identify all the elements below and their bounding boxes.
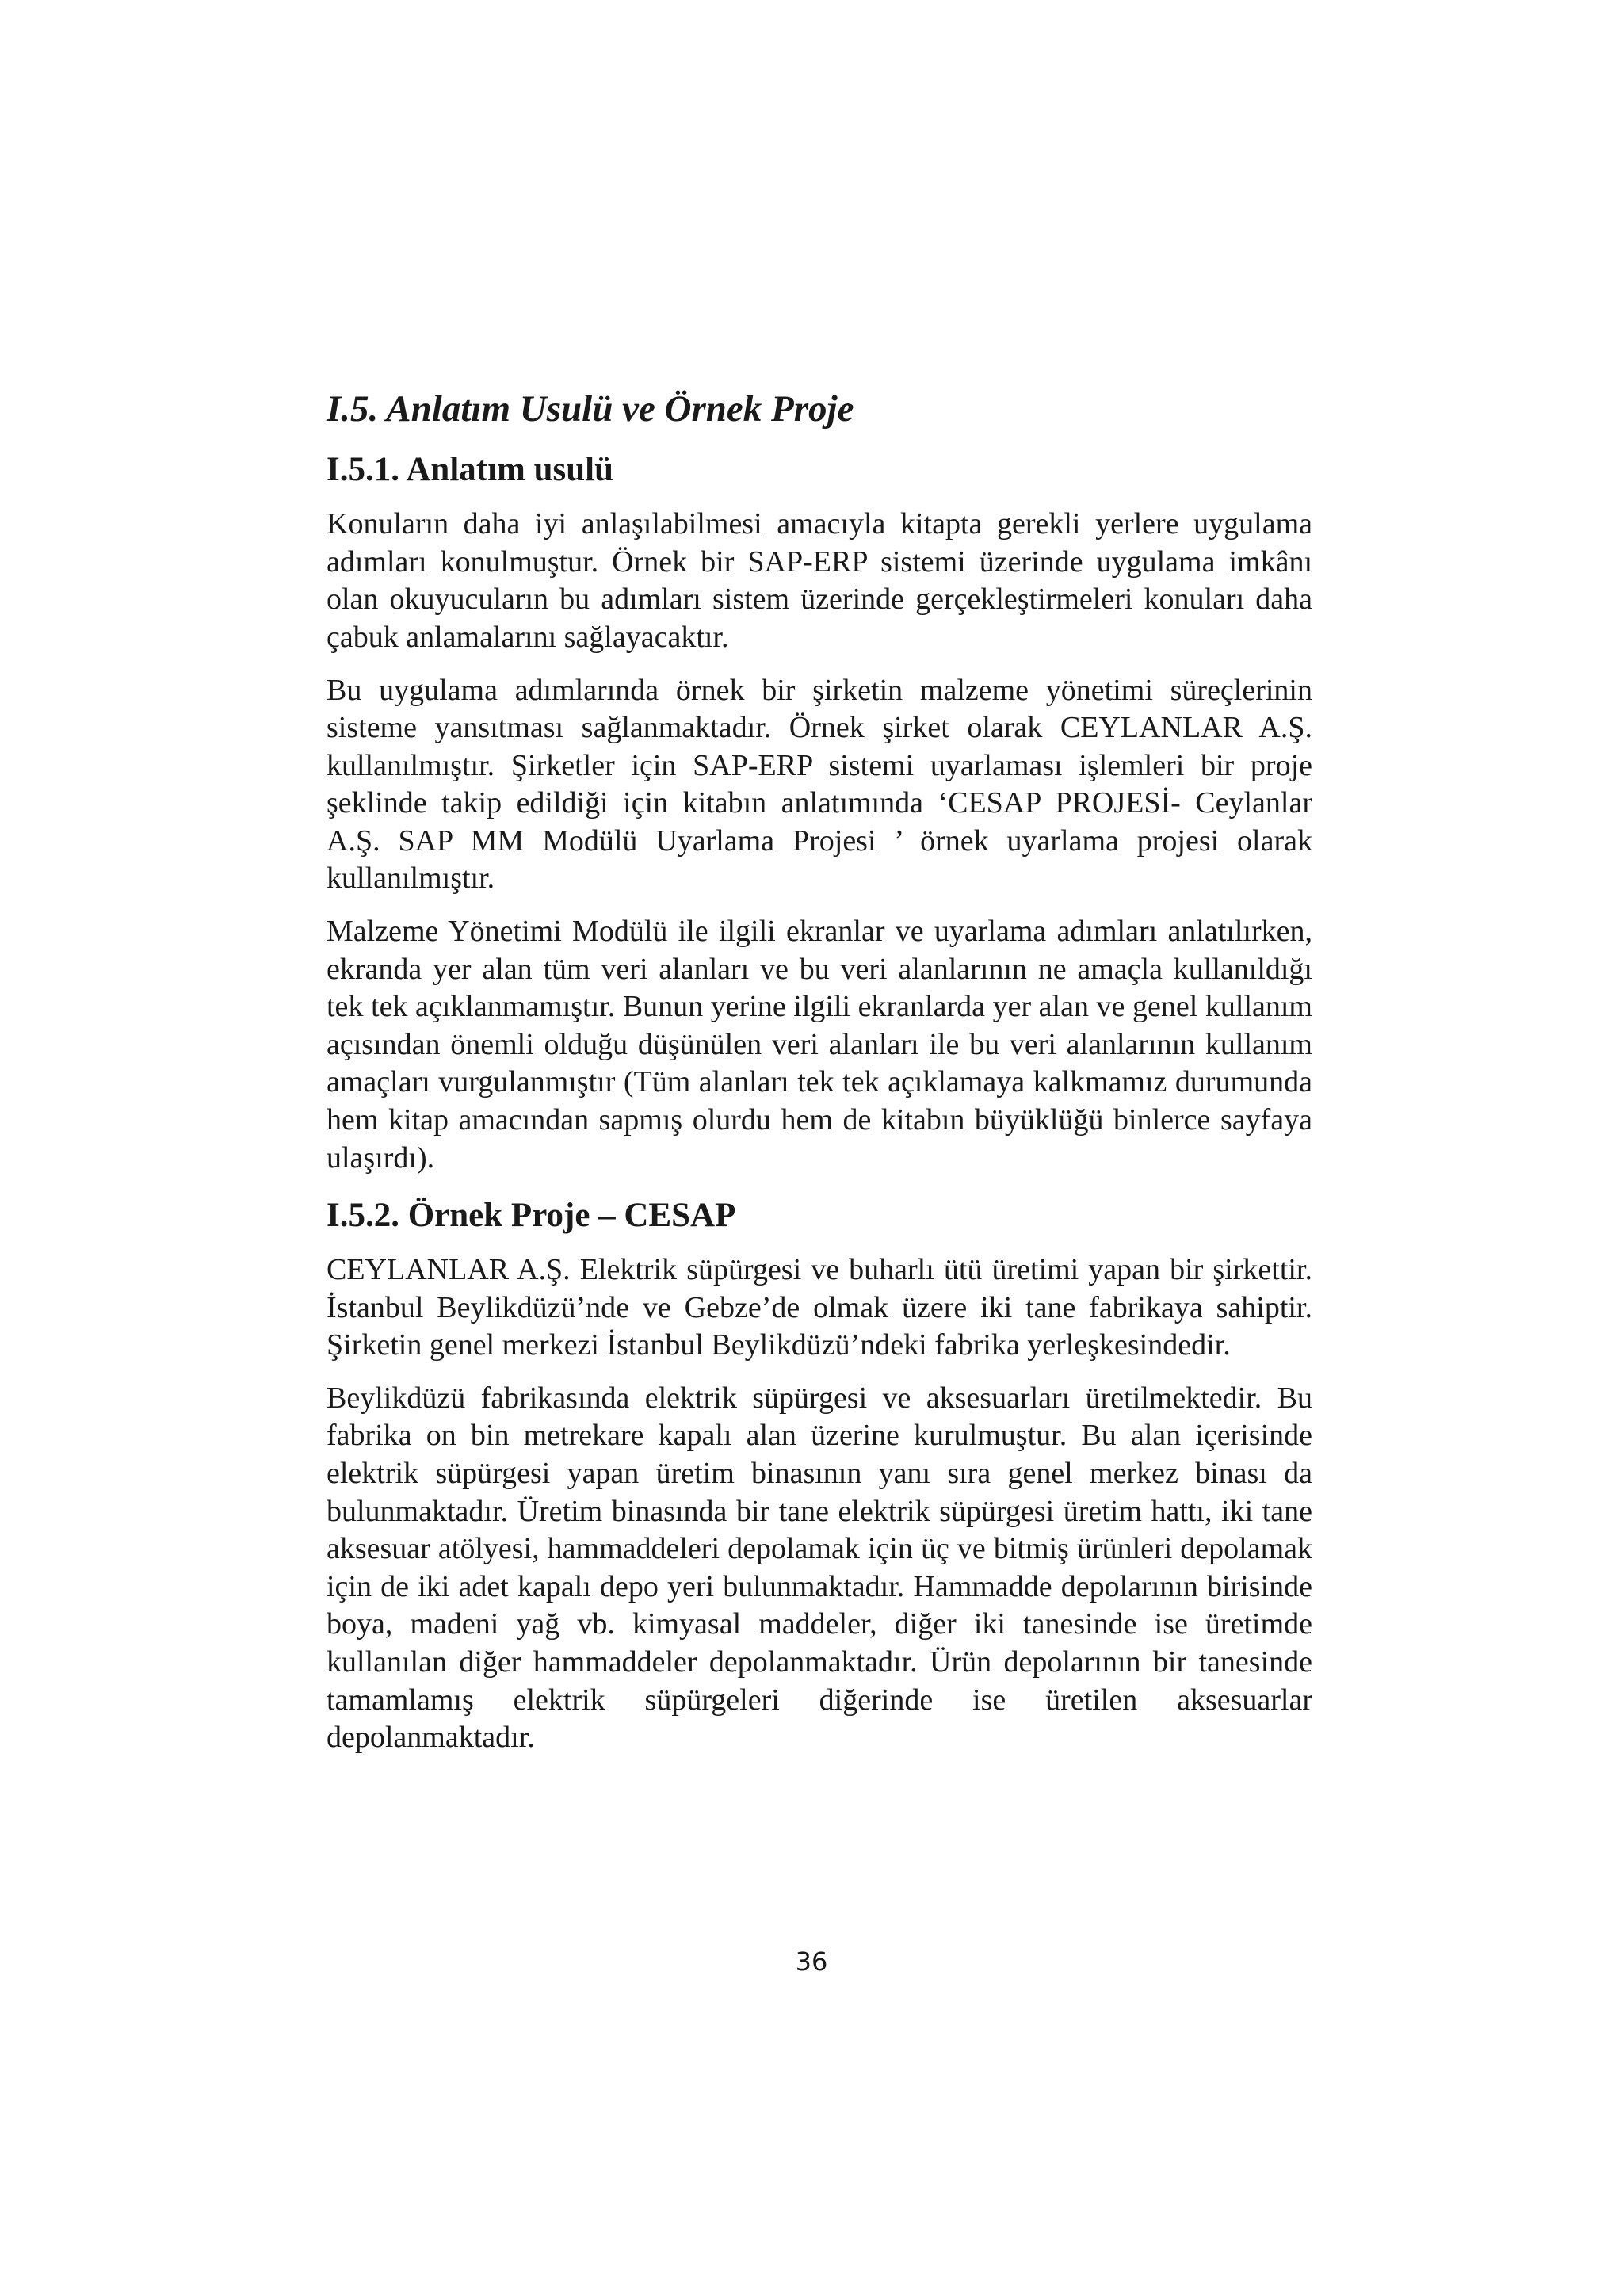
paragraph: Malzeme Yönetimi Modülü ile ilgili ekranlar ve uyarlama adımları anlatılırken, ekranda yer alan tüm veri alanları ve bu veri alanlarının ne amaçla kullanıldığı tek tek açıklanmamıştır. Bunun yerine ilgili ekranlarda yer alan ve genel kullanım açısından önemli olduğu düşünülen veri alanları ile bu veri alanlarının kullanım amaçları vurgulanmıştır (Tüm alanları tek tek açıklamaya kalkmamız durumunda hem kitap amacından sapmış olurdu hem de kitabın büyüklüğü binlerce sayfaya ulaşırdı).	[327, 915, 1312, 1175]
paragraph: Konuların daha iyi anlaşılabilmesi amacıyla kitapta gerekli yerlere uygulama adımları konulmuştur. Örnek bir SAP-ERP sistemi üzerinde uygulama imkânı olan okuyucuların bu adımları sistem üzerinde gerçekleştirmeleri konuları daha çabuk anlamalarını sağlayacaktır.	[327, 507, 1312, 654]
section-title-ornek-proje: I.5.2. Örnek Proje – CESAP	[327, 1197, 736, 1235]
page-number: 36	[795, 1946, 828, 1977]
paragraph: CEYLANLAR A.Ş. Elektrik süpürgesi ve buharlı ütü üretimi yapan bir şirkettir. İstanbul Beylikdüzü’nde ve Gebze’de olmak üzere iki tane fabrikaya sahiptir. Şirketin genel merkezi İstanbul Beylikdüzü’ndeki fabrika yerleşkesindedir.	[327, 1252, 1312, 1362]
paragraph: Beylikdüzü fabrikasında elektrik süpürgesi ve aksesuarları üretilmektedir. Bu fabrika on bin metrekare kapalı alan üzerine kurulmuştur. Bu alan içerisinde elektrik süpürgesi yapan üretim binasının yanı sıra genel merkez binası da bulunmaktadır. Üretim binasında bir tane elektrik süpürgesi üretim hattı, iki tane aksesuar atölyesi, hammaddeleri depolamak için üç ve bitmiş ürünleri depolamak için de iki adet kapalı depo yeri bulunmaktadır. Hammadde depolarının birisinde boya, madeni yağ vb. kimyasal maddeler, diğer iki tanesinde ise üretimde kullanılan diğer hammaddeler depolanmaktadır. Ürün depolarının bir tanesinde tamamlamış elektrik süpürgeleri diğerinde ise üretilen aksesuarlar depolanmaktadır.	[327, 1381, 1312, 1755]
chapter-title: I.5. Anlatım Usulü ve Örnek Proje	[327, 388, 854, 430]
paragraph: Bu uygulama adımlarında örnek bir şirketin malzeme yönetimi süreçlerinin sisteme yansıtması sağlanmaktadır. Örnek şirket olarak CEYLANLAR A.Ş. kullanılmıştır. Şirketler için SAP-ERP sistemi uyarlaması işlemleri bir proje şeklinde takip edildiği için kitabın anlatımında ‘CESAP PROJESİ- Ceylanlar A.Ş. SAP MM Modülü Uyarlama Projesi ’ örnek uyarlama projesi olarak kullanılmıştır.	[327, 673, 1312, 896]
page-content	[327, 387, 1312, 1772]
section-title-anlatim-usulu: I.5.1. Anlatım usulü	[327, 451, 614, 489]
